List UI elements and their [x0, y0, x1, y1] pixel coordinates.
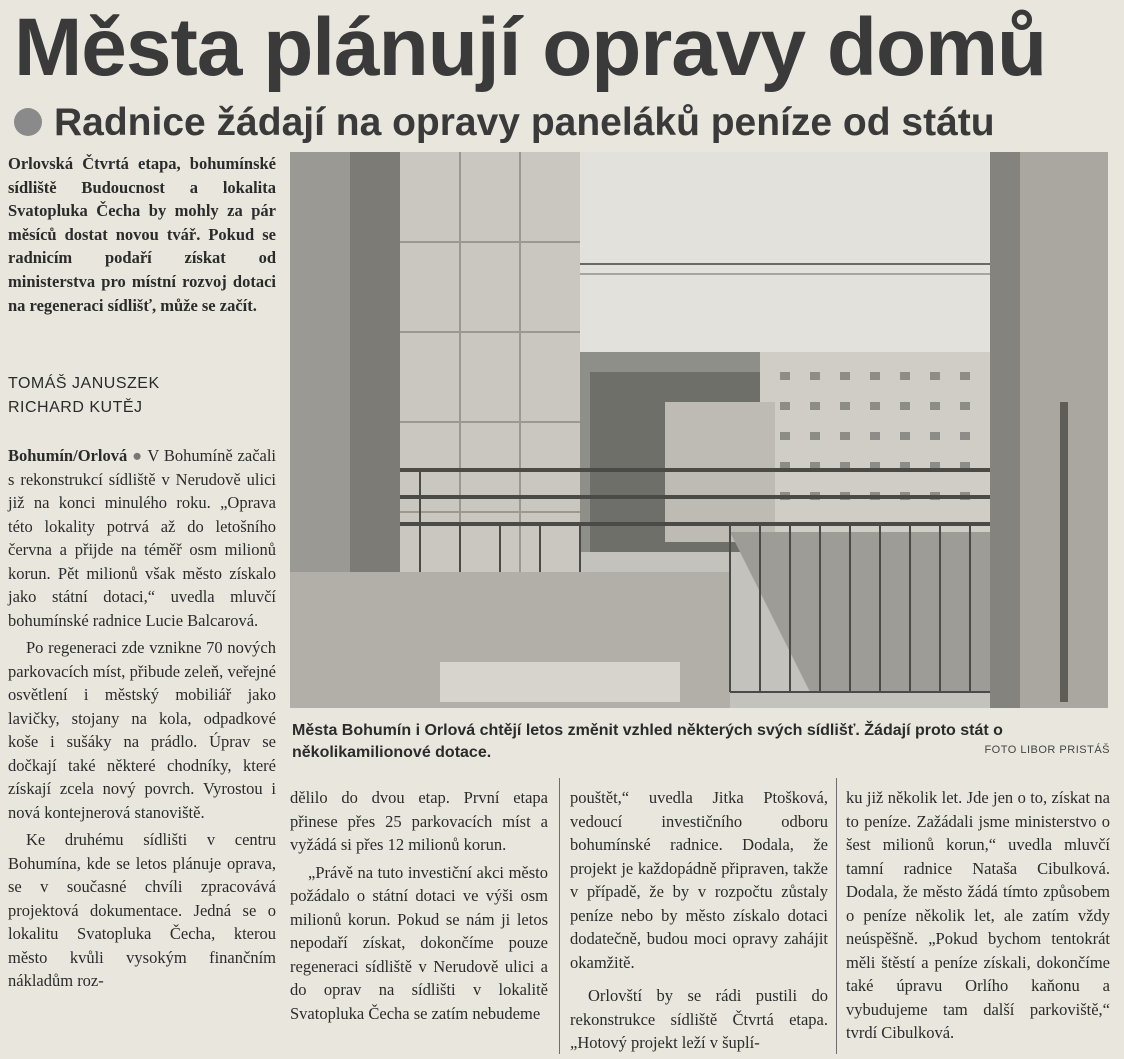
photo-credit: FOTO LIBOR PRISTÁŠ — [984, 744, 1110, 756]
photo-caption: Města Bohumín i Orlová chtějí letos změnit vzhled některých svých sídlišť. Žádají proto stát o několikamilionové dotace. — [292, 722, 1003, 761]
subheadline-text: Radnice žádají na opravy paneláků peníze od státu — [54, 101, 995, 144]
column-3-paragraph-2: Orlovští by se rádi pustili do rekonstrukce sídliště Čtvrtá etapa. „Hotový projekt leží v šuplí- — [570, 986, 828, 1052]
column-4-paragraph-1: ku již několik let. Jde jen o to, získat na to peníze. Zažádali jsme ministerstvo o šest milionů korun,“ uvedla mluvčí tamní radnice Nataša Cibulková. Dodala, že město žádá tímto způsobem o peníze několik let, ale zatím vždy neúspěšně. „Pokud bychom tentokrát měli štěstí a peníze získali, dokončíme také úpravu Orlího kaňonu a vybudujeme tam další parkoviště,“ tvrdí Cibulková. — [846, 788, 1110, 1042]
subheadline — [14, 98, 1114, 148]
article-column-1 — [8, 444, 276, 993]
dateline: Bohumín/Orlová — [8, 446, 128, 465]
column-rule-2 — [836, 778, 837, 1054]
photo-balcony-view — [290, 152, 1108, 708]
article-column-4 — [846, 786, 1110, 1045]
column-2-paragraph-2: „Právě na tuto investiční akci město požádalo o státní dotaci ve výši osm milionů korun. Pokud se nám ji letos nepodaří získat, dokončíme pouze regeneraci sídliště v Nerudově ulici a do oprav na sídlišti v lokalitě Svatopluka Čecha se zatím nebudeme — [290, 862, 548, 1023]
headline: Města plánují opravy domů — [14, 2, 1047, 93]
lead-paragraph: Orlovská Čtvrtá etapa, bohumínské sídliště Budoucnost a lokalita Svatopluka Čecha by mohly za pár měsíců dostat novou tvář. Pokud se radnicím podaří získat od ministerstva pro místní rozvoj dotaci na regeneraci sídlišť, může se začít. — [8, 154, 276, 315]
author-2: RICHARD KUTĚJ — [8, 399, 143, 416]
column-1-paragraph-2: Po regeneraci zde vznikne 70 nových parkovacích míst, přibude zeleň, veřejné osvětlení i městský mobiliář jako lavičky, stojany na kola, odpadkové koše i sušáky na prádlo. Úprav se dočkají také některé chodníky, které získají zcela nový povrch. Vyrostou i nová kontejnerová stanoviště. — [8, 638, 276, 822]
article-photo — [290, 152, 1108, 708]
dateline-bullet: ● — [132, 446, 143, 465]
column-1-text-1: V Bohumíně začali s rekonstrukcí sídliště v Nerudově ulici již na konci minulého roku. „Oprava této lokality potrvá až do letošního června a přijde na téměř osm milionů korun. Pět milionů však město získalo jako státní dotaci,“ uvedla mluvčí bohumínské radnice Lucie Balcarová. — [8, 446, 277, 630]
column-2-paragraph-1: dělilo do dvou etap. První etapa přinese přes 25 parkovacích míst a vyžádá si přes 12 milionů korun. — [290, 788, 548, 854]
column-1-paragraph-3: Ke druhému sídlišti v centru Bohumína, kde se letos plánuje oprava, se v současné chvíli zpracovává projektová dokumentace. Jedná se o lokalitu Svatopluka Čecha, kterou město kvůli vysokým finančním nákladům roz- — [8, 830, 276, 990]
column-rule-1 — [559, 778, 560, 1054]
author-1: TOMÁŠ JANUSZEK — [8, 375, 160, 392]
authors — [8, 372, 276, 420]
article-column-3 — [570, 786, 828, 1055]
article-column-2 — [290, 786, 548, 1025]
column-1-paragraph-1 — [8, 444, 276, 632]
column-3-paragraph-1: pouštět,“ uvedla Jitka Ptošková, vedoucí investičního odboru bohumínské radnice. Dodala, že projekt je každopádně připraven, takže v případě, že by v rozpočtu zůstaly peníze nebo by město získalo dotaci dodatečně, budou moci opravy zahájit okamžitě. — [570, 788, 828, 972]
bullet-dot — [14, 108, 42, 136]
